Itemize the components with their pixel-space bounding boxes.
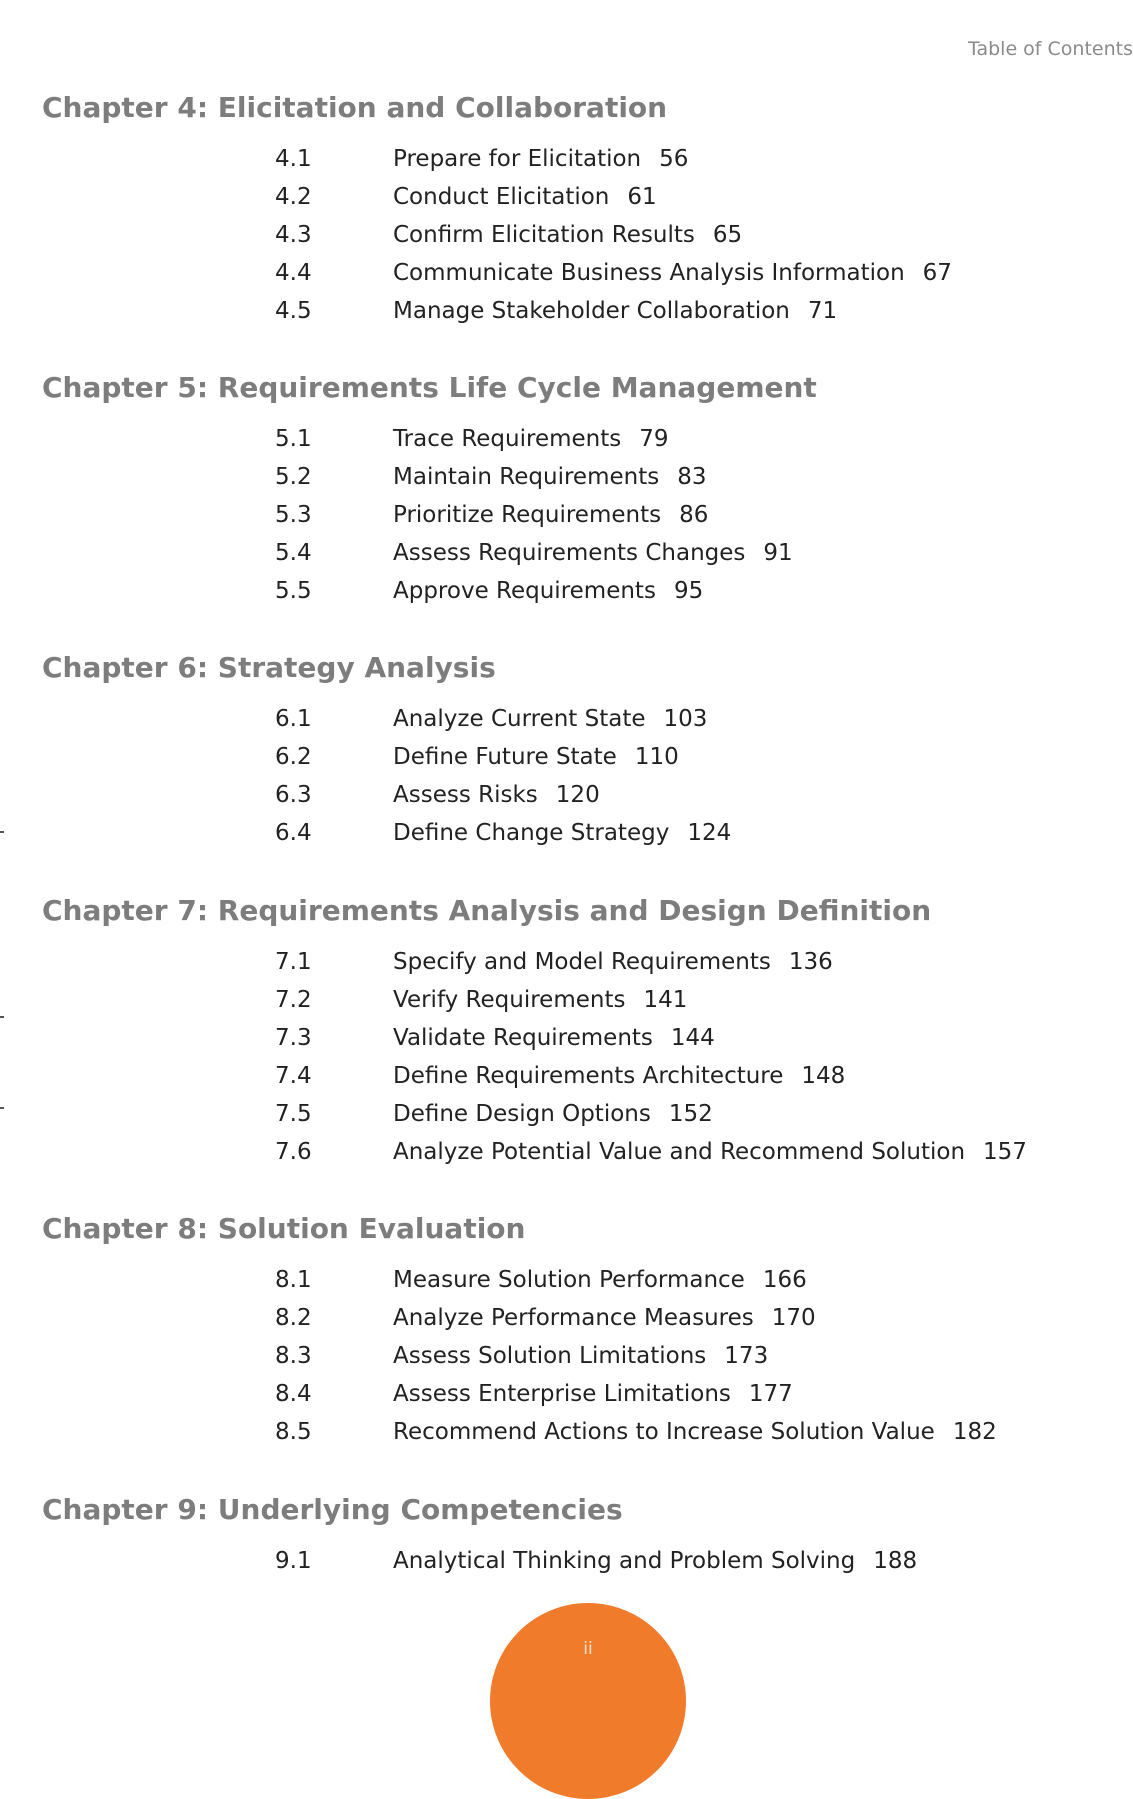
- section-title: Assess Risks: [393, 782, 538, 808]
- toc-entry[interactable]: [42, 1133, 1042, 1171]
- page-ref: 177: [748, 1381, 793, 1407]
- section-number: 5.5: [275, 578, 312, 604]
- toc-entry[interactable]: [42, 981, 1042, 1019]
- section-title: Analyze Performance Measures: [393, 1305, 754, 1331]
- section-title: Define Change Strategy: [393, 820, 670, 846]
- section-number: 5.4: [275, 540, 312, 566]
- section-title-with-page: [393, 943, 833, 981]
- toc-entry[interactable]: [42, 216, 1042, 254]
- section-number: 8.2: [275, 1305, 312, 1331]
- section-title-with-page: [393, 458, 706, 496]
- section-title-with-page: [393, 254, 952, 292]
- toc-entry[interactable]: [42, 1413, 1042, 1451]
- toc-entry[interactable]: [42, 292, 1042, 330]
- section-number: 4.5: [275, 298, 312, 324]
- section-title: Prioritize Requirements: [393, 502, 662, 528]
- page-ref: 170: [771, 1305, 816, 1331]
- toc-entry[interactable]: [42, 534, 1042, 572]
- section-title: Assess Requirements Changes: [393, 540, 746, 566]
- section-number: 5.3: [275, 502, 312, 528]
- section-title-with-page: [393, 572, 703, 610]
- chapter-heading: Chapter 6: Strategy Analysis: [42, 651, 496, 684]
- page-number: ii: [583, 1639, 593, 1659]
- section-title: Confirm Elicitation Results: [393, 222, 695, 248]
- toc-entry[interactable]: [42, 1019, 1042, 1057]
- section-title: Validate Requirements: [393, 1025, 653, 1051]
- section-title-with-page: [393, 420, 669, 458]
- section-title-with-page: [393, 178, 657, 216]
- section-number: 8.4: [275, 1381, 312, 1407]
- section-number: 5.2: [275, 464, 312, 490]
- section-title-with-page: [393, 776, 600, 814]
- page-ref: 91: [763, 540, 793, 566]
- toc-entry[interactable]: [42, 420, 1042, 458]
- toc-entry-list: [42, 420, 1042, 610]
- page-ref: 188: [873, 1548, 918, 1574]
- section-title-with-page: [393, 814, 731, 852]
- page-ref: 152: [668, 1101, 713, 1127]
- section-title-with-page: [393, 1095, 713, 1133]
- page-ref: 136: [788, 949, 833, 975]
- section-title: Analyze Potential Value and Recommend Solution: [393, 1139, 966, 1165]
- section-title: Maintain Requirements: [393, 464, 660, 490]
- running-head: Table of Contents: [968, 38, 1133, 60]
- toc-entry[interactable]: [42, 776, 1042, 814]
- margin-mark: [0, 1016, 4, 1018]
- section-title-with-page: [393, 1019, 715, 1057]
- chapter-9-section: [42, 1490, 1042, 1580]
- toc-entry[interactable]: [42, 943, 1042, 981]
- page-ref: 141: [643, 987, 688, 1013]
- section-number: 4.3: [275, 222, 312, 248]
- page-ref: 182: [952, 1419, 997, 1445]
- section-number: 6.1: [275, 706, 312, 732]
- toc-entry[interactable]: [42, 1261, 1042, 1299]
- page-ref: 148: [801, 1063, 846, 1089]
- section-title: Assess Enterprise Limitations: [393, 1381, 731, 1407]
- toc-entry[interactable]: [42, 496, 1042, 534]
- chapter-heading: Chapter 5: Requirements Life Cycle Management: [42, 371, 817, 404]
- margin-mark: [0, 1107, 4, 1109]
- toc-entry[interactable]: [42, 814, 1042, 852]
- chapter-8-section: [42, 1209, 1042, 1451]
- section-number: 5.1: [275, 426, 312, 452]
- toc-entry-list: [42, 1542, 1042, 1580]
- section-title-with-page: [393, 1133, 1027, 1171]
- page-ref: 86: [679, 502, 709, 528]
- section-title-with-page: [393, 534, 793, 572]
- page-ref: 83: [677, 464, 707, 490]
- section-title-with-page: [393, 216, 742, 254]
- toc-entry[interactable]: [42, 700, 1042, 738]
- section-number: 6.2: [275, 744, 312, 770]
- toc-entry[interactable]: [42, 140, 1042, 178]
- page-ref: 166: [762, 1267, 807, 1293]
- section-title: Trace Requirements: [393, 426, 622, 452]
- section-title: Recommend Actions to Increase Solution Value: [393, 1419, 935, 1445]
- toc-entry[interactable]: [42, 1337, 1042, 1375]
- chapter-4-section: [42, 88, 1042, 330]
- section-number: 7.4: [275, 1063, 312, 1089]
- section-title-with-page: [393, 292, 837, 330]
- page-ref: 110: [634, 744, 679, 770]
- page-ref: 95: [673, 578, 704, 604]
- toc-entry-list: [42, 1261, 1042, 1451]
- section-title-with-page: [393, 1057, 845, 1095]
- section-title-with-page: [393, 496, 708, 534]
- section-title-with-page: [393, 1542, 917, 1580]
- section-number: 7.6: [275, 1139, 312, 1165]
- section-title: Define Future State: [393, 744, 617, 770]
- page-ref: 173: [724, 1343, 769, 1369]
- section-number: 8.3: [275, 1343, 312, 1369]
- section-title: Analyze Current State: [393, 706, 646, 732]
- section-title: Communicate Business Analysis Information: [393, 260, 905, 286]
- toc-entry[interactable]: [42, 1542, 1042, 1580]
- page-ref: 65: [712, 222, 743, 248]
- section-title: Prepare for Elicitation: [393, 146, 642, 172]
- section-number: 4.4: [275, 260, 312, 286]
- section-title-with-page: [393, 1413, 997, 1451]
- page-ref: 144: [670, 1025, 715, 1051]
- section-title: Analytical Thinking and Problem Solving: [393, 1548, 856, 1574]
- chapter-heading: Chapter 4: Elicitation and Collaboration: [42, 91, 668, 124]
- section-number: 7.1: [275, 949, 312, 975]
- section-title-with-page: [393, 738, 679, 776]
- page-ref: 157: [983, 1139, 1027, 1165]
- section-number: 4.1: [275, 146, 312, 172]
- chapter-heading: Chapter 8: Solution Evaluation: [42, 1212, 526, 1245]
- section-title: Approve Requirements: [393, 578, 656, 604]
- section-title: Verify Requirements: [393, 987, 626, 1013]
- toc-entry[interactable]: [42, 254, 1042, 292]
- section-title-with-page: [393, 1261, 807, 1299]
- toc-entry-list: [42, 700, 1042, 852]
- section-title: Conduct Elicitation: [393, 184, 610, 210]
- section-number: 6.3: [275, 782, 312, 808]
- page-ref: 124: [687, 820, 732, 846]
- chapter-heading: Chapter 7: Requirements Analysis and Design Definition: [42, 894, 932, 927]
- section-number: 7.5: [275, 1101, 312, 1127]
- toc-entry[interactable]: [42, 572, 1042, 610]
- section-number: 9.1: [275, 1548, 312, 1574]
- section-title-with-page: [393, 1337, 768, 1375]
- section-title-with-page: [393, 981, 687, 1019]
- toc-entry[interactable]: [42, 178, 1042, 216]
- section-number: 8.1: [275, 1267, 312, 1293]
- page-ref: 71: [807, 298, 838, 324]
- toc-entry[interactable]: [42, 458, 1042, 496]
- toc-entry[interactable]: [42, 1375, 1042, 1413]
- toc-entry[interactable]: [42, 1057, 1042, 1095]
- page-ref: 67: [922, 260, 952, 286]
- section-title-with-page: [393, 700, 707, 738]
- chapter-6-section: [42, 648, 1042, 852]
- section-title-with-page: [393, 1299, 816, 1337]
- chapter-7-section: [42, 891, 1042, 1171]
- section-title-with-page: [393, 1375, 793, 1413]
- toc-entry[interactable]: [42, 738, 1042, 776]
- page-ref: 61: [627, 184, 657, 210]
- page-ref: 56: [659, 146, 689, 172]
- section-title: Specify and Model Requirements: [393, 949, 771, 975]
- section-title: Manage Stakeholder Collaboration: [393, 298, 790, 324]
- page-number-badge: [490, 1603, 686, 1799]
- section-title: Define Design Options: [393, 1101, 651, 1127]
- toc-entry[interactable]: [42, 1095, 1042, 1133]
- section-title: Define Requirements Architecture: [393, 1063, 784, 1089]
- section-number: 7.2: [275, 987, 312, 1013]
- section-number: 6.4: [275, 820, 312, 846]
- section-title: Assess Solution Limitations: [393, 1343, 707, 1369]
- toc-entry-list: [42, 140, 1042, 330]
- page-ref: 79: [639, 426, 669, 452]
- toc-entry[interactable]: [42, 1299, 1042, 1337]
- page-ref: 120: [555, 782, 600, 808]
- chapter-5-section: [42, 368, 1042, 610]
- section-number: 7.3: [275, 1025, 312, 1051]
- section-number: 8.5: [275, 1419, 312, 1445]
- section-number: 4.2: [275, 184, 312, 210]
- section-title: Measure Solution Performance: [393, 1267, 745, 1293]
- page-ref: 103: [663, 706, 708, 732]
- section-title-with-page: [393, 140, 688, 178]
- chapter-heading: Chapter 9: Underlying Competencies: [42, 1493, 623, 1526]
- margin-mark: [0, 831, 4, 833]
- toc-entry-list: [42, 943, 1042, 1171]
